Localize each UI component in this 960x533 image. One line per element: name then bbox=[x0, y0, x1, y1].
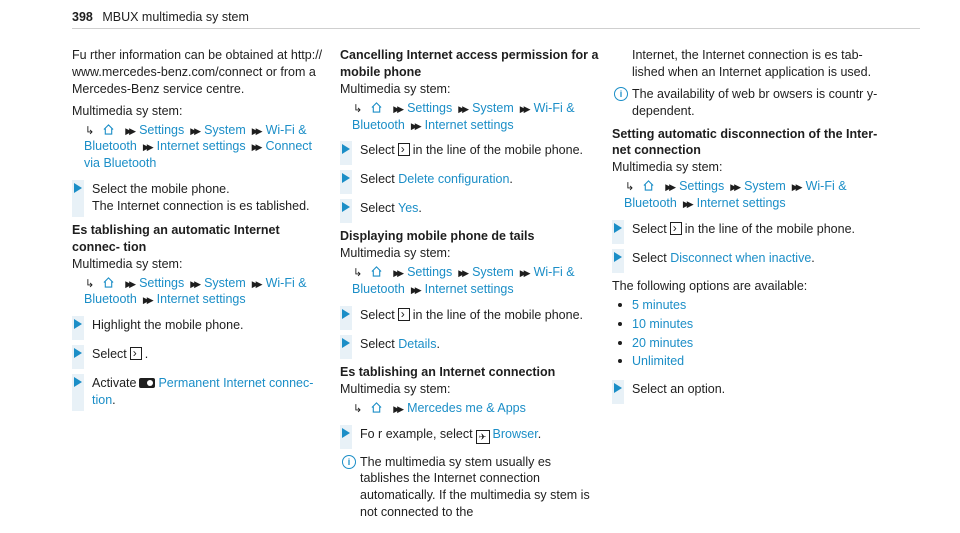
list-item[interactable] bbox=[618, 353, 888, 370]
step-select-details bbox=[340, 335, 602, 357]
chevron-right-icon: ▶▶ bbox=[458, 103, 467, 114]
path-internet-settings[interactable]: Internet settings bbox=[156, 139, 246, 154]
step-select-yes bbox=[340, 199, 602, 221]
step-punct: . bbox=[509, 172, 513, 187]
bullet-icon bbox=[618, 303, 622, 307]
path-internet-settings[interactable]: Internet settings bbox=[156, 292, 246, 307]
chevron-right-icon: ▶▶ bbox=[458, 268, 467, 279]
header-rule bbox=[72, 28, 920, 29]
step-text: Select bbox=[92, 347, 127, 362]
bullet-icon bbox=[618, 359, 622, 363]
step-arrow-icon bbox=[74, 377, 82, 387]
path-settings[interactable]: Settings bbox=[679, 179, 725, 194]
chevron-right-icon: ▶▶ bbox=[190, 125, 199, 136]
multimedia-system-label: Multimedia sy stem: bbox=[340, 81, 451, 96]
column-2 bbox=[340, 47, 602, 527]
step-arrow-icon bbox=[342, 428, 350, 438]
option-label[interactable]: 5 minutes bbox=[632, 297, 687, 312]
path-system[interactable]: System bbox=[472, 265, 514, 280]
step-text: in the line of the mobile phone. bbox=[412, 143, 584, 158]
path-arrow-icon: ↳ bbox=[353, 402, 363, 415]
step-punct: . bbox=[537, 426, 542, 441]
heading-cancel-permission: Cancelling Internet access permission for a mobile phone bbox=[340, 48, 599, 79]
path-system[interactable]: System bbox=[472, 100, 514, 115]
options-intro: The following options are available: bbox=[612, 278, 808, 293]
intro-text: Fu rther information can be obtained at http:// www.mercedes-benz.com/connect or from a Mercedes-Benz service centre. bbox=[72, 48, 323, 96]
step-punct: . bbox=[418, 201, 422, 216]
step-text: in the line of the mobile phone. bbox=[684, 221, 856, 236]
list-item[interactable] bbox=[618, 316, 888, 333]
chevron-right-icon: ▶▶ bbox=[682, 199, 691, 209]
step-arrow-icon bbox=[342, 144, 350, 154]
path-wifi-bluetooth[interactable]: Wi-Fi & Bluetooth bbox=[624, 179, 847, 210]
step-disconnect-inactive bbox=[612, 249, 888, 271]
home-icon bbox=[371, 102, 382, 113]
step-punct: . bbox=[144, 347, 149, 362]
step-arrow-icon bbox=[342, 173, 350, 183]
path-internet-settings[interactable]: Internet settings bbox=[696, 196, 786, 210]
chevron-right-icon: ▶▶ bbox=[142, 295, 151, 306]
menu-path bbox=[352, 100, 602, 134]
path-settings[interactable]: Settings bbox=[407, 265, 453, 280]
step-text: Select an option. bbox=[632, 382, 726, 397]
disconnect-when-inactive-link[interactable]: Disconnect when inactive bbox=[670, 250, 812, 265]
chevron-right-icon: ▶▶ bbox=[730, 182, 739, 193]
step-text: Select bbox=[360, 201, 395, 216]
multimedia-system-label: Multimedia sy stem: bbox=[340, 246, 451, 261]
multimedia-system-label: Multimedia sy stem: bbox=[72, 103, 183, 118]
menu-path bbox=[352, 264, 602, 298]
chevron-right-icon: ▶▶ bbox=[125, 278, 134, 289]
heading-internet-connection: Es tablishing an Internet connection bbox=[340, 364, 556, 379]
option-label[interactable]: 10 minutes bbox=[632, 316, 694, 331]
path-settings[interactable]: Settings bbox=[139, 275, 185, 290]
delete-configuration-link[interactable]: Delete configuration bbox=[398, 172, 510, 187]
column-3 bbox=[612, 47, 888, 409]
yes-link[interactable]: Yes bbox=[398, 201, 419, 216]
info-note bbox=[340, 454, 602, 522]
home-icon bbox=[371, 402, 382, 413]
chevron-right-icon: ▶▶ bbox=[251, 142, 260, 153]
path-system[interactable]: System bbox=[744, 179, 786, 194]
path-system[interactable]: System bbox=[204, 275, 246, 290]
step-punct: . bbox=[811, 250, 815, 265]
step-arrow-icon bbox=[614, 223, 622, 233]
bullet-icon bbox=[618, 341, 622, 345]
list-item[interactable] bbox=[618, 297, 888, 314]
step-text: Fo r example, select bbox=[360, 426, 473, 441]
step-result: The Internet connection is es tablished. bbox=[92, 199, 310, 213]
chevron-right-icon: ▶▶ bbox=[791, 182, 800, 193]
path-arrow-icon: ↳ bbox=[353, 267, 363, 280]
step-text: in the line of the mobile phone. bbox=[412, 307, 584, 322]
step-arrow-icon bbox=[74, 319, 82, 329]
home-icon bbox=[643, 180, 654, 191]
step-arrow-icon bbox=[342, 202, 350, 212]
step-select-phone bbox=[72, 180, 330, 215]
step-text: Activate bbox=[92, 376, 137, 391]
chevron-right-icon: ▶▶ bbox=[393, 268, 402, 279]
step-text: Highlight the mobile phone. bbox=[92, 318, 244, 333]
home-icon bbox=[103, 124, 114, 135]
heading-automatic-connection: Es tablishing an automatic Internet connec‐ tion bbox=[72, 222, 280, 254]
step-select-browser bbox=[340, 425, 602, 447]
option-label[interactable]: 20 minutes bbox=[632, 335, 694, 350]
home-icon bbox=[371, 266, 382, 277]
info-note bbox=[612, 86, 888, 120]
step-text: Select bbox=[360, 336, 395, 351]
chevron-right-icon: ▶▶ bbox=[410, 285, 419, 295]
path-system[interactable]: System bbox=[204, 122, 246, 137]
step-arrow-icon bbox=[342, 309, 350, 319]
step-arrow-icon bbox=[342, 338, 350, 348]
chevron-right-icon: ▶▶ bbox=[519, 103, 528, 114]
note-text: The multimedia sy stem usually es tablishes the Internet connection automatically. If the multimedia sy stem is not connected to the bbox=[360, 454, 590, 520]
chevron-right-icon: ▶▶ bbox=[142, 142, 151, 153]
path-wifi-bluetooth[interactable]: Wi-Fi & Bluetooth bbox=[84, 275, 307, 307]
heading-auto-disconnect: Setting automatic disconnection of the Inter‐ net connection bbox=[612, 126, 878, 158]
chevron-right-icon: ▶▶ bbox=[190, 278, 199, 289]
path-mercedes-me-apps[interactable]: Mercedes me & Apps bbox=[407, 400, 526, 415]
path-wifi-bluetooth[interactable]: Wi-Fi & Bluetooth bbox=[352, 100, 575, 132]
page-header bbox=[72, 9, 249, 26]
menu-path bbox=[84, 122, 330, 173]
path-arrow-icon: ↳ bbox=[85, 124, 95, 137]
path-internet-settings[interactable]: Internet settings bbox=[424, 117, 514, 132]
menu-path bbox=[84, 275, 330, 309]
step-arrow-icon bbox=[74, 183, 82, 193]
path-wifi-bluetooth[interactable]: Wi-Fi & Bluetooth bbox=[352, 265, 575, 296]
toggle-on-icon bbox=[139, 378, 155, 388]
step-text: Select bbox=[632, 250, 667, 265]
menu-path bbox=[624, 178, 888, 212]
options-list bbox=[612, 297, 888, 371]
step-text: Select bbox=[360, 172, 395, 187]
chevron-right-icon: ▶▶ bbox=[393, 403, 402, 414]
info-icon: i bbox=[342, 455, 356, 469]
chevron-right-icon: ▶▶ bbox=[410, 120, 419, 131]
step-arrow-icon bbox=[74, 348, 82, 358]
browser-icon: ✈ bbox=[476, 430, 490, 444]
path-wifi-bluetooth[interactable]: Wi-Fi & Bluetooth bbox=[84, 122, 307, 154]
step-select-arrow bbox=[72, 345, 330, 367]
step-text: Select bbox=[632, 221, 667, 236]
step-text: Select bbox=[360, 143, 395, 158]
path-internet-settings[interactable]: Internet settings bbox=[424, 282, 514, 296]
chevron-right-icon: ▶▶ bbox=[125, 125, 134, 136]
step-activate-permanent bbox=[72, 374, 330, 409]
select-right-icon bbox=[130, 347, 142, 360]
chevron-right-icon: ▶▶ bbox=[519, 268, 528, 279]
select-right-icon bbox=[398, 308, 410, 321]
step-select-option bbox=[612, 380, 888, 402]
details-link[interactable]: Details bbox=[398, 336, 437, 351]
chevron-right-icon: ▶▶ bbox=[393, 103, 402, 114]
step-delete-configuration bbox=[340, 170, 602, 192]
heading-phone-details: Displaying mobile phone de tails bbox=[340, 229, 535, 244]
chevron-right-icon: ▶▶ bbox=[665, 182, 674, 193]
page-number: 398 bbox=[72, 10, 93, 24]
browser-link[interactable]: Browser bbox=[492, 426, 538, 441]
page-section-title: MBUX multimedia sy stem bbox=[102, 10, 249, 24]
path-settings[interactable]: Settings bbox=[407, 100, 453, 115]
list-item[interactable] bbox=[618, 335, 888, 352]
note-continued: Internet, the Internet connection is es tab‐ lished when an Internet application is used. bbox=[632, 48, 872, 79]
column-1 bbox=[72, 47, 330, 416]
path-arrow-icon: ↳ bbox=[625, 181, 635, 194]
multimedia-system-label: Multimedia sy stem: bbox=[612, 160, 723, 175]
step-select-line bbox=[612, 220, 888, 242]
step-arrow-icon bbox=[614, 383, 622, 393]
step-text: Select the mobile phone. bbox=[92, 182, 230, 197]
path-settings[interactable]: Settings bbox=[139, 122, 185, 137]
step-text: Select bbox=[360, 307, 395, 322]
chevron-right-icon: ▶▶ bbox=[251, 125, 260, 136]
path-arrow-icon: ↳ bbox=[353, 102, 363, 115]
permanent-internet-connection-link[interactable]: Permanent Internet connec‐ tion bbox=[92, 376, 314, 408]
menu-path bbox=[352, 400, 602, 417]
step-punct: . bbox=[436, 336, 440, 351]
select-right-icon bbox=[670, 222, 682, 235]
path-connect-via-bluetooth[interactable]: Connect via Bluetooth bbox=[84, 139, 313, 171]
home-icon bbox=[103, 277, 114, 288]
step-highlight-phone bbox=[72, 316, 330, 338]
multimedia-system-label: Multimedia sy stem: bbox=[340, 381, 451, 396]
option-label[interactable]: Unlimited bbox=[632, 354, 685, 369]
note-text: The availability of web br owsers is countr y- dependent. bbox=[632, 86, 878, 118]
chevron-right-icon: ▶▶ bbox=[251, 278, 260, 289]
select-right-icon bbox=[398, 143, 410, 156]
step-select-line bbox=[340, 306, 602, 328]
step-arrow-icon bbox=[614, 252, 622, 262]
step-select-line bbox=[340, 141, 602, 163]
multimedia-system-label: Multimedia sy stem: bbox=[72, 256, 183, 271]
step-punct: . bbox=[112, 393, 116, 408]
info-icon: i bbox=[614, 87, 628, 101]
path-arrow-icon: ↳ bbox=[85, 277, 95, 290]
bullet-icon bbox=[618, 322, 622, 326]
